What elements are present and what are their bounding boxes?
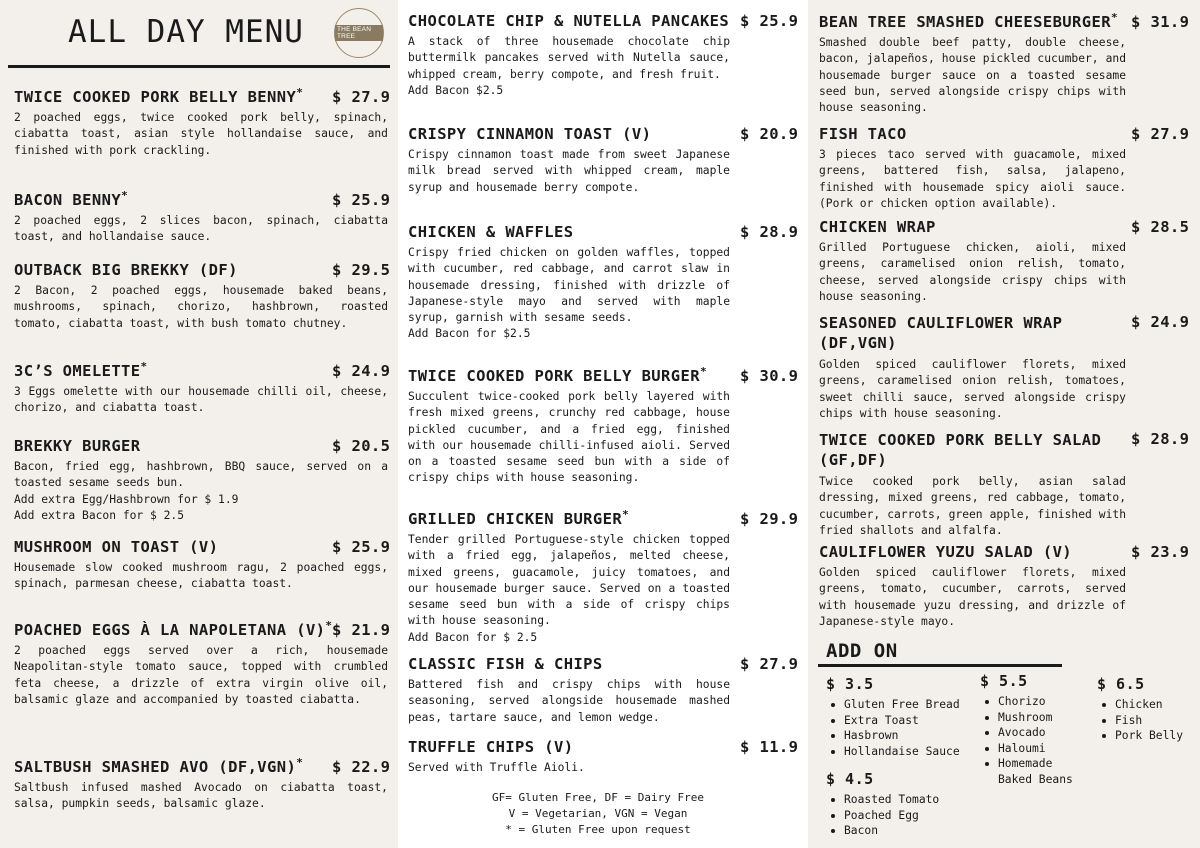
addon-group xyxy=(1097,675,1183,744)
addon-item: Bacon xyxy=(826,823,939,839)
addon-item: Avocado xyxy=(980,725,1080,741)
item-name-text: CRISPY CINNAMON TOAST (V) xyxy=(408,125,652,143)
addon-item: Pork Belly xyxy=(1097,728,1183,744)
item-price: $ 30.9 xyxy=(740,367,799,385)
item-name-text: SEASONED CAULIFLOWER WRAP xyxy=(819,314,1063,332)
item-name xyxy=(408,738,573,756)
item-name-text: OUTBACK BIG BREKKY (DF) xyxy=(14,261,238,279)
item-description xyxy=(819,357,1126,422)
addon-group xyxy=(980,672,1080,788)
item-description xyxy=(408,147,730,196)
item-description xyxy=(408,677,730,726)
item-description-text: 2 poached eggs, twice cooked pork belly, spinach, ciabatta toast, asian style hollandaise sauce, and finished with pork crackling. xyxy=(14,111,388,157)
item-name xyxy=(14,621,332,639)
addon-group xyxy=(826,675,960,759)
item-description xyxy=(408,34,730,99)
item-description-text: A stack of three housemade chocolate chip buttermilk pancakes served with Nutella sauce, whipped cream, berry compote, and fresh fruit. xyxy=(408,35,730,81)
addon-item: Homemade Baked Beans xyxy=(980,756,1080,787)
item-name-text: CLASSIC FISH & CHIPS xyxy=(408,655,603,673)
item-name xyxy=(14,191,128,209)
gluten-free-star: * xyxy=(296,756,304,769)
item-description xyxy=(819,474,1126,539)
addon-item: Extra Toast xyxy=(826,713,960,729)
addon-divider xyxy=(818,664,1062,667)
item-description-text: Battered fish and crispy chips with house seasoning, served alongside housemade mashed peas, tartare sauce, and lemon wedge. xyxy=(408,678,730,724)
gluten-free-star: * xyxy=(699,365,707,378)
legend-line: V = Vegetarian, VGN = Vegan xyxy=(508,807,688,820)
item-description-text: Saltbush infused mashed Avocado on ciabatta toast, salsa, pumpkin seeds, balsamic glaze. xyxy=(14,781,388,811)
item-name xyxy=(819,313,1062,353)
item-description xyxy=(14,213,388,246)
item-description-text: Crispy cinnamon toast made from sweet Japanese milk bread served with whipped cream, maple syrup and housemade berry compote. xyxy=(408,148,730,194)
item-price: $ 25.9 xyxy=(332,538,391,556)
item-price: $ 24.9 xyxy=(332,362,391,380)
item-extra-option: Add extra Bacon for $ 2.5 xyxy=(14,508,185,522)
item-description xyxy=(14,780,388,813)
item-price: $ 27.9 xyxy=(1131,125,1190,143)
addon-list xyxy=(980,694,1080,788)
gluten-free-star: * xyxy=(1110,11,1118,24)
item-description-text: 2 Bacon, 2 poached eggs, housemade baked beans, mushrooms, spinach, chorizo, hashbrown, roasted tomato, ciabatta toast, with bush tomato chutney. xyxy=(14,284,388,330)
addon-item: Chorizo xyxy=(980,694,1080,710)
item-name-text: POACHED EGGS À LA NAPOLETANA (V) xyxy=(14,621,326,639)
item-description xyxy=(408,245,730,343)
addon-group xyxy=(826,770,939,839)
addon-item: Haloumi xyxy=(980,741,1080,757)
item-description-text: 3 pieces taco served with guacamole, mixed greens, battered fish, salsa, jalapeno, finished with housemade spicy aioli sauce. (Pork or chicken option available). xyxy=(819,148,1126,210)
gluten-free-star: * xyxy=(622,508,630,521)
addon-item: Chicken xyxy=(1097,697,1183,713)
gluten-free-star: * xyxy=(325,619,333,632)
item-name xyxy=(408,655,603,673)
item-description xyxy=(819,565,1126,630)
gluten-free-star: * xyxy=(121,189,129,202)
item-price: $ 25.9 xyxy=(740,12,799,30)
item-description-text: Twice cooked pork belly, asian salad dressing, mixed greens, red cabbage, tomato, cucumber, carrots, green apple, finished with fried shallots and alfalfa. xyxy=(819,475,1126,537)
item-price: $ 29.5 xyxy=(332,261,391,279)
item-price: $ 25.9 xyxy=(332,191,391,209)
item-price: $ 11.9 xyxy=(740,738,799,756)
addon-price: $ 3.5 xyxy=(826,675,874,693)
item-description-text: 2 poached eggs, 2 slices bacon, spinach, ciabatta toast, and hollandaise sauce. xyxy=(14,214,388,244)
item-description xyxy=(408,389,730,487)
item-description xyxy=(14,459,388,524)
item-name xyxy=(408,12,729,30)
item-description-text: 2 poached eggs served over a rich, housemade Neapolitan-style tomato sauce, topped with crumbled feta cheese, a drizzle of extra virgin olive oil, balsamic glaze and accompanied by toasted ciabatta. xyxy=(14,644,388,706)
page-title: ALL DAY MENU xyxy=(68,14,304,50)
item-description-text: Smashed double beef patty, double cheese, bacon, jalapeños, house pickled cucumber, and housemade burger sauce on a toasted sesame seed bun, served alongside crispy chips with house seasoning. xyxy=(819,36,1126,115)
item-description xyxy=(14,110,388,159)
item-name-text: TRUFFLE CHIPS (V) xyxy=(408,738,574,756)
item-price: $ 28.9 xyxy=(740,223,799,241)
item-name-text: TWICE COOKED PORK BELLY BURGER xyxy=(408,367,700,385)
menu-header xyxy=(8,0,390,68)
item-name-text: CHOCOLATE CHIP & NUTELLA PANCAKES xyxy=(408,12,730,30)
item-extra-option: Add Bacon for $ 2.5 xyxy=(408,630,538,644)
item-price: $ 20.5 xyxy=(332,437,391,455)
item-name xyxy=(408,510,629,528)
item-name-text: GRILLED CHICKEN BURGER xyxy=(408,510,623,528)
item-description-text: Tender grilled Portuguese-style chicken topped with a fried egg, jalapeños, melted cheese, mixed greens, guacamole, juicy tomatoes, and our housemade burger sauce. Served on a toasted sesame seed bun with a side of crispy chips with house seasoning. xyxy=(408,533,730,628)
addon-price: $ 6.5 xyxy=(1097,675,1145,693)
item-name xyxy=(14,758,303,776)
item-description-text: Golden spiced cauliflower florets, mixed greens, caramelised onion relish, tomatoes, sweet chilli sauce, served alongside crispy chips with house seasoning. xyxy=(819,358,1126,420)
logo-text: THE BEAN TREE xyxy=(335,25,383,41)
item-name xyxy=(819,430,1101,470)
item-description xyxy=(14,560,388,593)
addon-item: Hasbrown xyxy=(826,728,960,744)
item-name-text: BREKKY BURGER xyxy=(14,437,141,455)
item-name xyxy=(408,125,651,143)
item-price: $ 22.9 xyxy=(332,758,391,776)
item-name-diet: (GF,DF) xyxy=(819,451,888,469)
addon-item: Gluten Free Bread xyxy=(826,697,960,713)
item-description-text: Crispy fried chicken on golden waffles, topped with cucumber, red cabbage, and carrot slaw in housemade dressing, finished with drizzle of Japanese-style mayo and served with maple syrup, garnish with sesame seeds. xyxy=(408,246,730,325)
item-name-text: CAULIFLOWER YUZU SALAD (V) xyxy=(819,543,1073,561)
addon-item: Mushroom xyxy=(980,710,1080,726)
item-description-text: Golden spiced cauliflower florets, mixed greens, tomato, cucumber, carrots, served with housemade yuzu dressing, and drizzle of Japanese-style mayo. xyxy=(819,566,1126,628)
item-price: $ 23.9 xyxy=(1131,543,1190,561)
addon-item: Poached Egg xyxy=(826,808,939,824)
item-price: $ 28.5 xyxy=(1131,218,1190,236)
item-description xyxy=(408,760,730,776)
item-name xyxy=(14,261,238,279)
item-name-text: BACON BENNY xyxy=(14,191,122,209)
item-name-text: 3C’S OMELETTE xyxy=(14,362,141,380)
item-description-text: Bacon, fried egg, hashbrown, BBQ sauce, served on a toasted sesame seeds bun. xyxy=(14,460,388,490)
addon-list xyxy=(826,697,960,759)
item-name-text: CHICKEN WRAP xyxy=(819,218,936,236)
item-description xyxy=(14,384,388,417)
item-price: $ 20.9 xyxy=(740,125,799,143)
item-description-text: 3 Eggs omelette with our housemade chilli oil, cheese, chorizo, and ciabatta toast. xyxy=(14,385,388,415)
item-description xyxy=(14,283,388,332)
item-name xyxy=(408,223,573,241)
item-extra-option: Add Bacon $2.5 xyxy=(408,83,504,97)
item-price: $ 31.9 xyxy=(1131,13,1190,31)
addon-list xyxy=(826,792,939,839)
bean-tree-logo xyxy=(334,8,384,58)
item-price: $ 21.9 xyxy=(332,621,391,639)
item-name xyxy=(819,543,1072,561)
gluten-free-star: * xyxy=(296,86,304,99)
item-name xyxy=(819,125,907,143)
item-name-text: BEAN TREE SMASHED CHEESEBURGER xyxy=(819,13,1111,31)
addon-title: ADD ON xyxy=(826,640,898,662)
legend-line: * = Gluten Free upon request xyxy=(505,823,691,836)
item-extra-option: Add extra Egg/Hashbrown for $ 1.9 xyxy=(14,492,239,506)
item-name xyxy=(819,218,936,236)
item-name-text: CHICKEN & WAFFLES xyxy=(408,223,574,241)
addon-price: $ 5.5 xyxy=(980,672,1028,690)
item-description-text: Served with Truffle Aioli. xyxy=(408,761,585,774)
addon-item: Fish xyxy=(1097,713,1183,729)
item-description xyxy=(14,643,388,708)
item-description xyxy=(819,35,1126,116)
item-name-text: TWICE COOKED PORK BELLY BENNY xyxy=(14,88,297,106)
item-name xyxy=(14,437,141,455)
item-name-text: TWICE COOKED PORK BELLY SALAD xyxy=(819,431,1102,449)
item-description xyxy=(819,147,1126,212)
item-price: $ 29.9 xyxy=(740,510,799,528)
item-name xyxy=(14,88,303,106)
legend-line: GF= Gluten Free, DF = Dairy Free xyxy=(492,791,704,804)
item-price: $ 28.9 xyxy=(1131,430,1190,448)
addon-item: Hollandaise Sauce xyxy=(826,744,960,760)
item-name xyxy=(14,538,218,556)
item-price: $ 27.9 xyxy=(332,88,391,106)
item-name xyxy=(14,362,148,380)
diet-legend xyxy=(398,790,798,838)
item-description-text: Succulent twice-cooked pork belly layered with fresh mixed greens, crunchy red cabbage, house pickled cucumber, and a fried egg, finished with our housemade chilli-infused aioli. Served on a toasted sesame seed bun with a side of crispy chips with house seasoning. xyxy=(408,390,730,485)
item-price: $ 24.9 xyxy=(1131,313,1190,331)
item-extra-option: Add Bacon for $2.5 xyxy=(408,327,531,341)
item-name-diet: (DF,VGN) xyxy=(819,334,897,352)
item-name xyxy=(408,367,707,385)
addon-item: Roasted Tomato xyxy=(826,792,939,808)
addon-price: $ 4.5 xyxy=(826,770,874,788)
item-name-text: MUSHROOM ON TOAST (V) xyxy=(14,538,219,556)
item-name-text: SALTBUSH SMASHED AVO (DF,VGN) xyxy=(14,758,297,776)
item-name-text: FISH TACO xyxy=(819,125,907,143)
item-description xyxy=(819,240,1126,305)
gluten-free-star: * xyxy=(140,360,148,373)
item-name xyxy=(819,13,1118,31)
item-description-text: Grilled Portuguese chicken, aioli, mixed greens, caramelised onion relish, tomato, cheese, served alongside crispy chips with house seasoning. xyxy=(819,241,1126,303)
addon-list xyxy=(1097,697,1183,744)
item-description-text: Housemade slow cooked mushroom ragu, 2 poached eggs, spinach, parmesan cheese, ciabatta toast. xyxy=(14,561,388,591)
item-description xyxy=(408,532,730,646)
item-price: $ 27.9 xyxy=(740,655,799,673)
